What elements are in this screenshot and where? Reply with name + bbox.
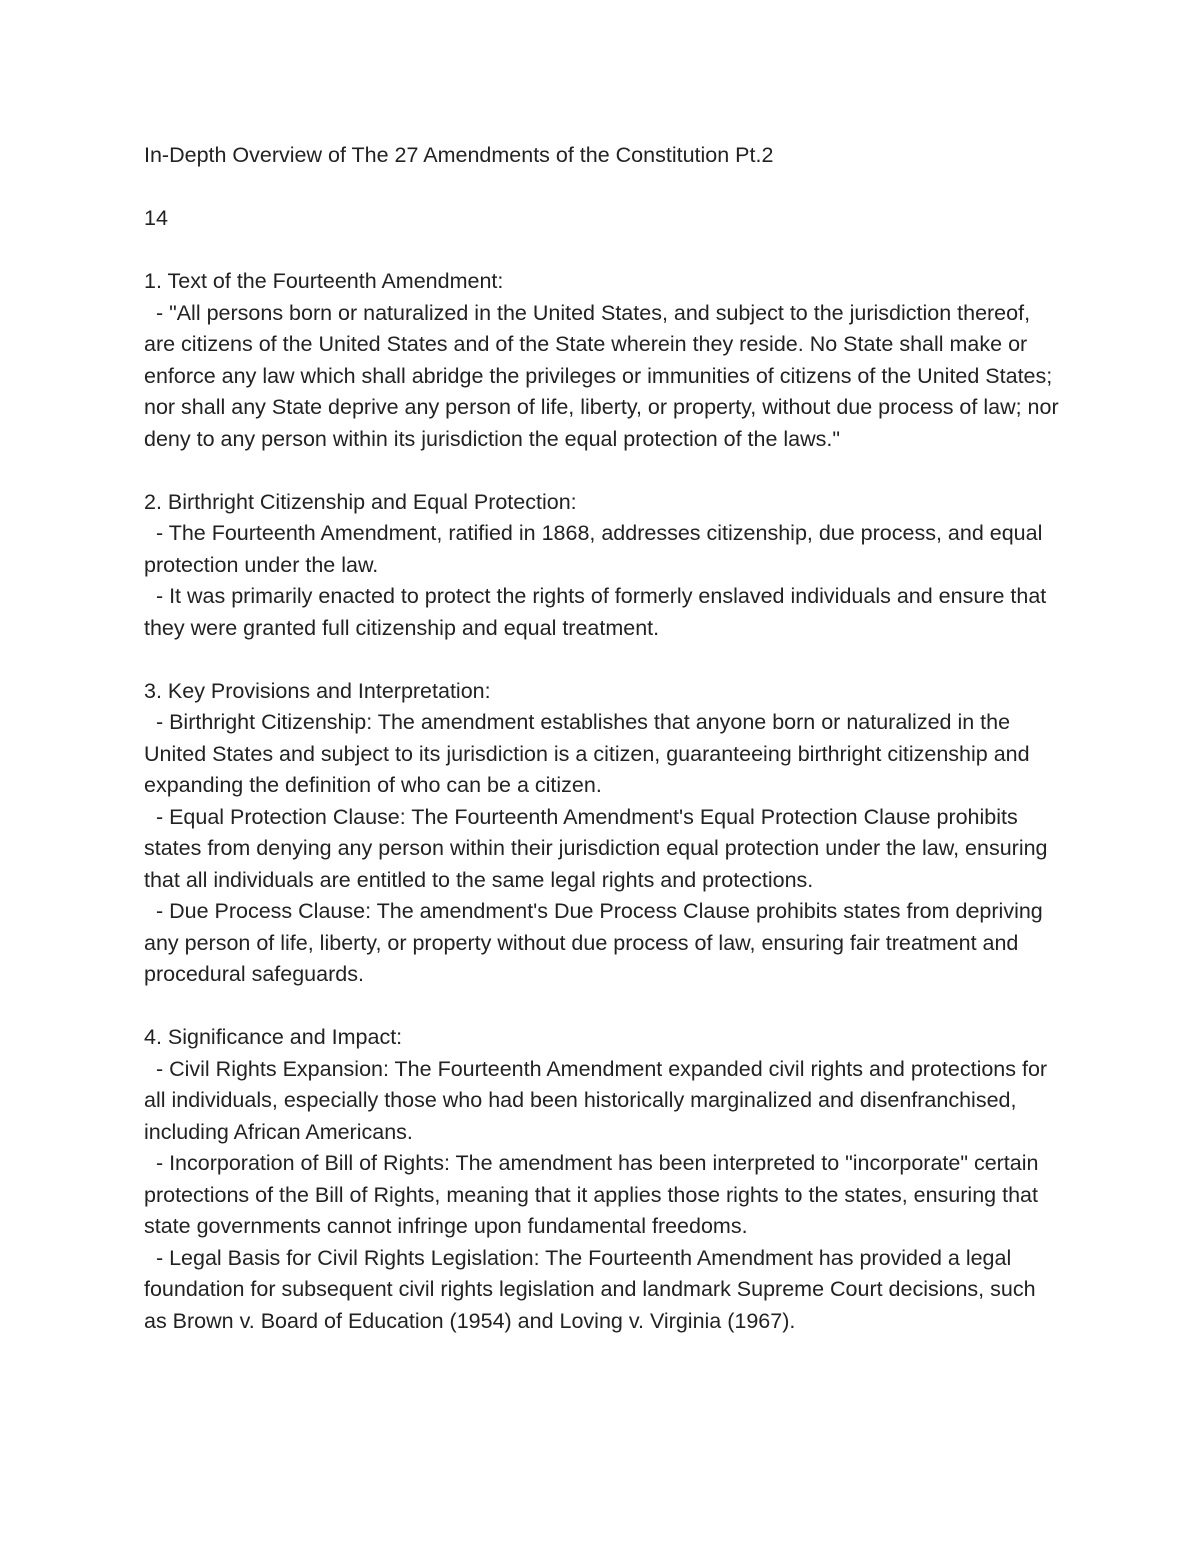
section-heading: 3. Key Provisions and Interpretation: — [144, 678, 491, 703]
section-item: - Birthright Citizenship: The amendment establishes that anyone born or naturalized in the United States and subject to its jurisdiction is a citizen, guaranteeing birthright citizenship and expanding the definition of who can be a citizen. — [144, 710, 1036, 797]
amendment-number: 14 — [144, 206, 168, 230]
document-title: In-Depth Overview of The 27 Amendments of the Constitution Pt.2 — [144, 143, 774, 167]
section-item: - Equal Protection Clause: The Fourteenth Amendment's Equal Protection Clause prohibits states from denying any person within their jurisdiction equal protection under the law, ensuring that all individuals are entitled to the same legal rights and protections. — [144, 804, 1054, 892]
section-item: - Incorporation of Bill of Rights: The amendment has been interpreted to "incorporate" certain protections of the Bill of Rights, meaning that it applies those rights to the states, ensuring that state governments cannot infringe upon fundamental freedoms. — [144, 1151, 1045, 1238]
document-page — [144, 140, 1064, 1337]
section-4 — [144, 1022, 1064, 1337]
spacer — [144, 235, 1064, 267]
section-item: - The Fourteenth Amendment, ratified in 1868, addresses citizenship, due process, and equal protection under the law. — [144, 521, 1049, 577]
section-item: - Legal Basis for Civil Rights Legislation: The Fourteenth Amendment has provided a legal foundation for subsequent civil rights legislation and landmark Supreme Court decisions, such as Brown v. Board of Education (1954) and Loving v. Virginia (1967). — [144, 1245, 1042, 1333]
spacer — [144, 172, 1064, 204]
section-1 — [144, 266, 1064, 455]
section-heading: 1. Text of the Fourteenth Amendment: — [144, 269, 504, 293]
section-item: - Due Process Clause: The amendment's Due Process Clause prohibits states from depriving any person of life, liberty, or property without due process of law, ensuring fair treatment and procedural safeguards. — [144, 899, 1049, 986]
section-item: - Civil Rights Expansion: The Fourteenth Amendment expanded civil rights and protections for all individuals, especially those who had been historically marginalized and disenfranchised, including African Americans. — [144, 1056, 1054, 1144]
section-item: - "All persons born or naturalized in the United States, and subject to the jurisdiction thereof, are citizens of the United States and of the State wherein they reside. No State shall make or enforce any law which shall abridge the privileges or immunities of citizens of the United States; nor shall any State deprive any person of life, liberty, or property, without due process of law; nor deny to any person within its jurisdiction the equal protection of the laws." — [144, 300, 1065, 451]
section-heading: 4. Significance and Impact: — [144, 1025, 403, 1049]
spacer — [144, 455, 1064, 487]
section-item: - It was primarily enacted to protect the rights of formerly enslaved individuals and ensure that they were granted full citizenship and equal treatment. — [144, 584, 1053, 640]
section-2 — [144, 487, 1064, 645]
spacer — [144, 644, 1064, 676]
spacer — [144, 991, 1064, 1023]
section-3 — [144, 676, 1064, 991]
section-heading: 2. Birthright Citizenship and Equal Protection: — [144, 489, 577, 514]
